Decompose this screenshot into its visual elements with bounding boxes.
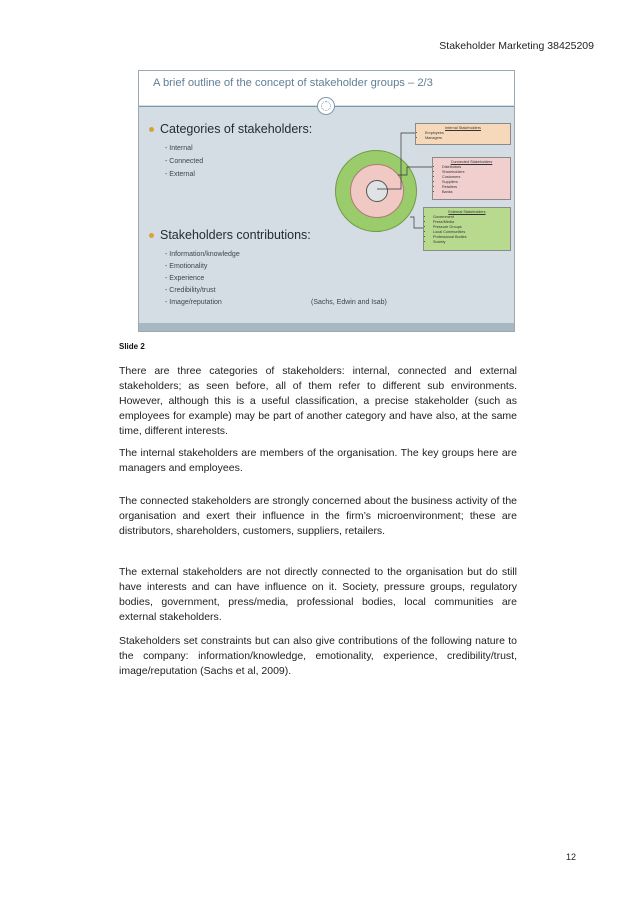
box-item: • Distributors (442, 165, 507, 170)
box-item: • Professional Bodies (433, 235, 507, 240)
box-item: • Employees (425, 131, 507, 136)
slide-reference: (Sachs, Edwin and Isab) (311, 299, 387, 306)
box-item: • Managers (425, 136, 507, 141)
external-stakeholders-box (423, 207, 511, 251)
contribution-item: - Information/knowledge (165, 251, 240, 258)
paragraph: The internal stakeholders are members of the organisation. The key groups here are managers and employees. (119, 447, 517, 474)
box-title: Internal Stakeholders (445, 126, 481, 130)
box-item: • Banks (442, 190, 507, 195)
box-title: Connected Stakeholders (450, 160, 493, 164)
box-item: • Press/Media (433, 220, 507, 225)
contribution-item: - Image/reputation (165, 299, 222, 306)
internal-stakeholders-box (415, 123, 511, 145)
box-item: • Society (433, 240, 507, 245)
connected-stakeholders-box (432, 157, 511, 200)
category-item: - External (165, 171, 195, 178)
contribution-item: - Emotionality (165, 263, 208, 270)
slide-footer-bar (139, 323, 514, 331)
slide-title: A brief outline of the concept of stakeholder groups – 2/3 (153, 77, 433, 89)
paragraph: The external stakeholders are not directly connected to the organisation but do still have interests and can have influence on it. Society, pressure groups, regulatory bodies, government, press/media, professional bodies, local communities are external stakeholders. (119, 566, 517, 623)
running-header: Stakeholder Marketing 38425209 (439, 40, 594, 52)
category-item: - Internal (165, 145, 193, 152)
box-item: • Shareholders (442, 170, 507, 175)
box-item: • Government (433, 215, 507, 220)
box-item: • Local Communities (433, 230, 507, 235)
box-item: • Suppliers (442, 180, 507, 185)
category-item: - Connected (165, 158, 204, 165)
paragraph: The connected stakeholders are strongly concerned about the business activity of the organisation and exert their influence in the firm’s microenvironment; these are distributors, shareholders, customers, suppliers, retailers. (119, 495, 517, 537)
contributions-heading: Stakeholders contributions: (149, 228, 311, 242)
paragraph: Stakeholders set constraints but can also give contributions of the following nature to the company: information/knowledge, emotionality, experience, credibility/trust, image/reputation (Sachs et al, 2009). (119, 635, 517, 677)
paragraph: There are three categories of stakeholders: internal, connected and external stakeholders; as seen before, all of them refer to different sub environments. However, although this is a useful classification, a precise stakeholder (such as employees for example) may be part of another category and have also, at the same time, different interests. (119, 365, 517, 437)
slide-image (138, 70, 515, 332)
slide-label: Slide 2 (119, 342, 145, 351)
box-item: • Customers (442, 175, 507, 180)
page-number: 12 (565, 852, 576, 862)
categories-heading: Categories of stakeholders: (149, 122, 312, 136)
diagram-connectors (139, 71, 515, 332)
box-title: External Stakeholders (448, 210, 486, 214)
box-item: • Pressure Groups (433, 225, 507, 230)
contribution-item: - Experience (165, 275, 205, 282)
box-item: • Retailers (442, 185, 507, 190)
contribution-item: - Credibility/trust (165, 287, 216, 294)
